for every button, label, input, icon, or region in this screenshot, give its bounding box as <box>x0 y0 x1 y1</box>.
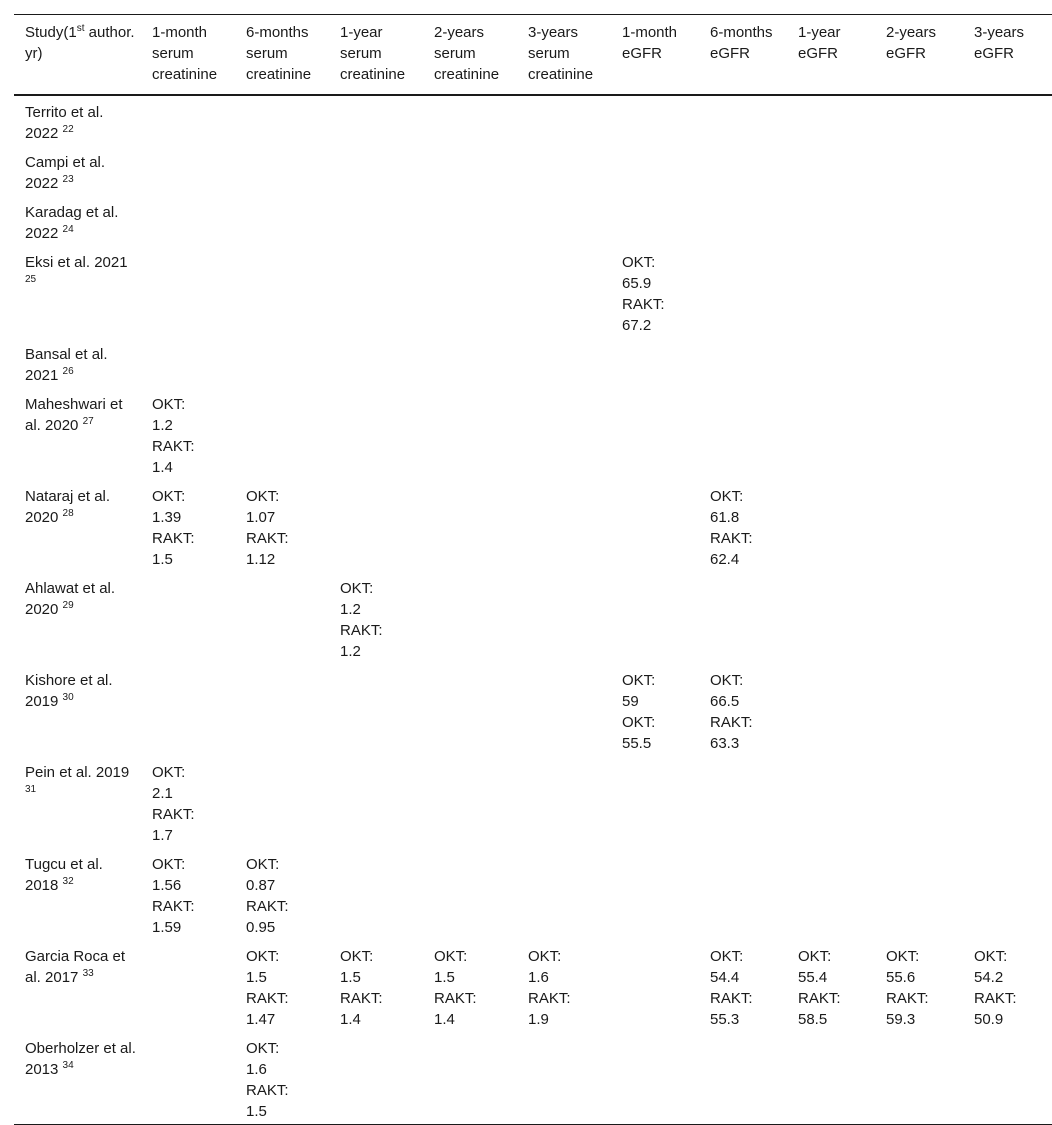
study-cell <box>14 756 141 848</box>
value-cell <box>141 388 235 480</box>
value-cell <box>141 480 235 572</box>
value-cell <box>963 480 1052 572</box>
table-row <box>14 480 1052 572</box>
value-cell <box>787 1032 875 1125</box>
cell-line: OKT: <box>528 948 562 965</box>
study-name: Campi et al. 2022 <box>25 154 106 192</box>
study-cell <box>14 246 141 338</box>
value-cell <box>787 756 875 848</box>
study-cell <box>14 95 141 146</box>
cell-line: OKT: <box>798 948 832 965</box>
cell-line: RAKT: <box>152 530 195 547</box>
cell-line: RAKT: <box>246 990 289 1007</box>
cell-line: OKT: <box>152 856 186 873</box>
cell-line: OKT: <box>246 1040 280 1057</box>
value-cell <box>235 196 329 246</box>
cell-line: OKT: <box>340 948 374 965</box>
value-cell <box>787 480 875 572</box>
cell-line: RAKT: <box>152 806 195 823</box>
value-cell <box>787 388 875 480</box>
value-cell <box>963 940 1052 1032</box>
value-cell <box>611 940 699 1032</box>
cell-line: RAKT: <box>710 530 753 547</box>
value-cell <box>699 246 787 338</box>
cell-line: RAKT: <box>246 1082 289 1099</box>
value-cell <box>699 146 787 196</box>
value-cell <box>963 146 1052 196</box>
cell-line: 0.87 <box>246 877 276 894</box>
cell-line: OKT: <box>246 856 280 873</box>
cell-line: RAKT: <box>886 990 929 1007</box>
value-cell <box>141 756 235 848</box>
study-name: Oberholzer et al. 2013 <box>25 1040 136 1078</box>
value-cell <box>611 338 699 388</box>
cell-line: OKT: <box>710 488 744 505</box>
value-cell <box>699 572 787 664</box>
study-cell <box>14 388 141 480</box>
value-cell <box>611 95 699 146</box>
value-cell <box>235 388 329 480</box>
value-cell <box>235 572 329 664</box>
value-cell <box>517 848 611 940</box>
column-header: 6-months eGFR <box>710 24 773 62</box>
cell-line: RAKT: <box>152 898 195 915</box>
value-cell <box>787 146 875 196</box>
column-header: 2-years serum creatinine <box>434 24 500 83</box>
study-header-post: author. yr) <box>25 24 135 62</box>
cell-line: 1.4 <box>434 1011 455 1028</box>
value-cell <box>963 664 1052 756</box>
value-cell <box>699 1032 787 1125</box>
value-cell <box>611 196 699 246</box>
value-cell <box>141 848 235 940</box>
value-cell <box>235 146 329 196</box>
cell-line: OKT: <box>710 672 744 689</box>
value-cell <box>963 848 1052 940</box>
value-cell <box>963 246 1052 338</box>
results-table <box>14 14 1052 1125</box>
reference-number: 30 <box>62 692 74 703</box>
value-cell <box>141 196 235 246</box>
value-cell <box>517 95 611 146</box>
study-name: Maheshwari et al. 2020 <box>25 396 123 434</box>
table-body <box>14 95 1052 1125</box>
value-cell <box>141 246 235 338</box>
table-row <box>14 95 1052 146</box>
value-cell <box>787 95 875 146</box>
cell-line: OKT: <box>622 714 656 731</box>
cell-line: 1.39 <box>152 509 182 526</box>
value-cell <box>611 146 699 196</box>
study-cell <box>14 1032 141 1125</box>
value-cell <box>699 756 787 848</box>
value-cell <box>517 940 611 1032</box>
study-cell <box>14 338 141 388</box>
cell-line: 1.07 <box>246 509 276 526</box>
cell-line: OKT: <box>246 488 280 505</box>
cell-line: 1.7 <box>152 827 173 844</box>
table-row <box>14 664 1052 756</box>
value-cell <box>423 95 517 146</box>
value-cell <box>611 480 699 572</box>
column-header: 1-month eGFR <box>622 24 678 62</box>
study-cell <box>14 196 141 246</box>
value-cell <box>787 246 875 338</box>
value-cell <box>329 388 423 480</box>
value-cell <box>423 572 517 664</box>
cell-line: 54.4 <box>710 969 740 986</box>
table-row <box>14 246 1052 338</box>
value-cell <box>517 572 611 664</box>
cell-line: RAKT: <box>340 990 383 1007</box>
value-cell <box>329 572 423 664</box>
value-cell <box>875 572 963 664</box>
value-cell <box>963 572 1052 664</box>
reference-number: 34 <box>62 1060 74 1071</box>
value-cell <box>423 146 517 196</box>
value-cell <box>423 664 517 756</box>
cell-line: OKT: <box>340 580 374 597</box>
value-cell <box>235 664 329 756</box>
value-cell <box>611 756 699 848</box>
table-row <box>14 388 1052 480</box>
value-cell <box>423 848 517 940</box>
value-cell <box>611 848 699 940</box>
cell-line: 65.9 <box>622 275 652 292</box>
cell-line: 58.5 <box>798 1011 828 1028</box>
value-cell <box>423 756 517 848</box>
cell-line: OKT: <box>622 254 656 271</box>
cell-line: OKT: <box>246 948 280 965</box>
reference-number: 29 <box>62 600 74 611</box>
cell-line: OKT: <box>152 764 186 781</box>
value-cell <box>517 388 611 480</box>
cell-line: 59 <box>622 693 639 710</box>
reference-number: 23 <box>62 174 74 185</box>
cell-line: 63.3 <box>710 735 740 752</box>
study-name: Garcia Roca et al. 2017 <box>25 948 126 986</box>
value-cell <box>699 388 787 480</box>
cell-line: 0.95 <box>246 919 276 936</box>
value-cell <box>141 146 235 196</box>
value-cell <box>517 480 611 572</box>
cell-line: RAKT: <box>528 990 571 1007</box>
value-cell <box>423 480 517 572</box>
cell-line: OKT: <box>886 948 920 965</box>
column-header-study <box>14 15 141 96</box>
cell-line: OKT: <box>152 488 186 505</box>
value-cell <box>875 756 963 848</box>
cell-line: 1.5 <box>152 551 173 568</box>
value-cell <box>875 940 963 1032</box>
value-cell <box>329 664 423 756</box>
column-header: 1-year serum creatinine <box>340 24 406 83</box>
study-name: Kishore et al. 2019 <box>25 672 113 710</box>
reference-number: 22 <box>62 124 74 135</box>
value-cell <box>787 940 875 1032</box>
cell-line: 1.59 <box>152 919 182 936</box>
cell-line: 1.6 <box>528 969 549 986</box>
cell-line: OKT: <box>152 396 186 413</box>
value-cell <box>875 1032 963 1125</box>
value-cell <box>329 196 423 246</box>
table-row <box>14 940 1052 1032</box>
value-cell <box>517 1032 611 1125</box>
value-cell <box>235 940 329 1032</box>
value-cell <box>611 388 699 480</box>
cell-line: 1.4 <box>152 459 173 476</box>
value-cell <box>235 95 329 146</box>
value-cell <box>787 196 875 246</box>
value-cell <box>875 664 963 756</box>
value-cell <box>235 848 329 940</box>
value-cell <box>963 196 1052 246</box>
study-name: Nataraj et al. 2020 <box>25 488 111 526</box>
table-header <box>14 15 1052 96</box>
cell-line: OKT: <box>434 948 468 965</box>
value-cell <box>699 848 787 940</box>
study-cell <box>14 940 141 1032</box>
value-cell <box>611 246 699 338</box>
cell-line: 55.3 <box>710 1011 740 1028</box>
value-cell <box>875 196 963 246</box>
cell-line: 66.5 <box>710 693 740 710</box>
reference-number: 31 <box>25 784 37 795</box>
cell-line: 1.5 <box>434 969 455 986</box>
value-cell <box>963 1032 1052 1125</box>
table-row <box>14 756 1052 848</box>
cell-line: 55.4 <box>798 969 828 986</box>
reference-number: 33 <box>82 968 94 979</box>
value-cell <box>875 388 963 480</box>
study-name: Ahlawat et al. 2020 <box>25 580 116 618</box>
value-cell <box>329 848 423 940</box>
study-header-sup: st <box>76 23 85 34</box>
table-row <box>14 1032 1052 1125</box>
value-cell <box>423 338 517 388</box>
column-header: 6-months serum creatinine <box>246 24 312 83</box>
cell-line: 59.3 <box>886 1011 916 1028</box>
value-cell <box>329 95 423 146</box>
cell-line: RAKT: <box>798 990 841 1007</box>
value-cell <box>235 756 329 848</box>
cell-line: 55.6 <box>886 969 916 986</box>
value-cell <box>963 756 1052 848</box>
cell-line: 1.6 <box>246 1061 267 1078</box>
study-name: Eksi et al. 2021 <box>25 254 128 271</box>
table-row <box>14 572 1052 664</box>
reference-number: 27 <box>82 416 94 427</box>
reference-number: 32 <box>62 876 74 887</box>
cell-line: RAKT: <box>434 990 477 1007</box>
value-cell <box>875 146 963 196</box>
value-cell <box>787 572 875 664</box>
value-cell <box>787 664 875 756</box>
cell-line: 2.1 <box>152 785 173 802</box>
value-cell <box>141 940 235 1032</box>
value-cell <box>875 246 963 338</box>
value-cell <box>235 246 329 338</box>
cell-line: 1.2 <box>340 601 361 618</box>
value-cell <box>875 848 963 940</box>
value-cell <box>423 1032 517 1125</box>
cell-line: RAKT: <box>710 990 753 1007</box>
study-name: Territo et al. 2022 <box>25 104 104 142</box>
value-cell <box>423 388 517 480</box>
study-cell <box>14 848 141 940</box>
cell-line: RAKT: <box>246 898 289 915</box>
value-cell <box>329 1032 423 1125</box>
value-cell <box>517 664 611 756</box>
cell-line: 62.4 <box>710 551 740 568</box>
value-cell <box>875 338 963 388</box>
value-cell <box>329 756 423 848</box>
study-name: Tugcu et al. 2018 <box>25 856 103 894</box>
value-cell <box>963 338 1052 388</box>
column-header: 3-years serum creatinine <box>528 24 594 83</box>
cell-line: 1.2 <box>152 417 173 434</box>
value-cell <box>517 196 611 246</box>
value-cell <box>699 338 787 388</box>
cell-line: OKT: <box>974 948 1008 965</box>
value-cell <box>699 95 787 146</box>
value-cell <box>963 95 1052 146</box>
cell-line: OKT: <box>710 948 744 965</box>
value-cell <box>699 480 787 572</box>
value-cell <box>787 848 875 940</box>
cell-line: 54.2 <box>974 969 1004 986</box>
value-cell <box>423 940 517 1032</box>
value-cell <box>611 572 699 664</box>
value-cell <box>517 146 611 196</box>
value-cell <box>611 1032 699 1125</box>
value-cell <box>699 940 787 1032</box>
cell-line: 67.2 <box>622 317 652 334</box>
value-cell <box>329 146 423 196</box>
cell-line: 1.5 <box>246 969 267 986</box>
value-cell <box>141 1032 235 1125</box>
cell-line: 1.2 <box>340 643 361 660</box>
column-header: 1-month serum creatinine <box>152 24 218 83</box>
value-cell <box>235 338 329 388</box>
cell-line: RAKT: <box>710 714 753 731</box>
value-cell <box>517 338 611 388</box>
cell-line: RAKT: <box>622 296 665 313</box>
cell-line: OKT: <box>622 672 656 689</box>
study-name: Bansal et al. 2021 <box>25 346 108 384</box>
cell-line: 1.47 <box>246 1011 276 1028</box>
value-cell <box>517 756 611 848</box>
value-cell <box>875 95 963 146</box>
column-header: 1-year eGFR <box>798 24 841 62</box>
study-cell <box>14 480 141 572</box>
table-row <box>14 338 1052 388</box>
column-header: 2-years eGFR <box>886 24 937 62</box>
value-cell <box>611 664 699 756</box>
value-cell <box>963 388 1052 480</box>
study-cell <box>14 664 141 756</box>
table-row <box>14 196 1052 246</box>
value-cell <box>141 572 235 664</box>
header-row <box>14 15 1052 96</box>
cell-line: 1.5 <box>246 1103 267 1120</box>
value-cell <box>699 196 787 246</box>
value-cell <box>329 480 423 572</box>
reference-number: 28 <box>62 508 74 519</box>
cell-line: 50.9 <box>974 1011 1004 1028</box>
reference-number: 24 <box>62 224 74 235</box>
table-row <box>14 146 1052 196</box>
value-cell <box>235 480 329 572</box>
value-cell <box>141 95 235 146</box>
value-cell <box>875 480 963 572</box>
value-cell <box>423 246 517 338</box>
cell-line: RAKT: <box>152 438 195 455</box>
value-cell <box>329 246 423 338</box>
study-cell <box>14 146 141 196</box>
cell-line: 61.8 <box>710 509 740 526</box>
cell-line: 1.9 <box>528 1011 549 1028</box>
cell-line: 1.4 <box>340 1011 361 1028</box>
value-cell <box>423 196 517 246</box>
cell-line: RAKT: <box>340 622 383 639</box>
study-name: Karadag et al. 2022 <box>25 204 119 242</box>
cell-line: 1.12 <box>246 551 276 568</box>
column-header: 3-years eGFR <box>974 24 1025 62</box>
value-cell <box>517 246 611 338</box>
value-cell <box>787 338 875 388</box>
study-header-pre: Study(1 <box>25 24 77 41</box>
reference-number: 26 <box>62 366 74 377</box>
cell-line: 1.56 <box>152 877 182 894</box>
cell-line: RAKT: <box>974 990 1017 1007</box>
cell-line: RAKT: <box>246 530 289 547</box>
value-cell <box>329 338 423 388</box>
reference-number: 25 <box>25 274 37 285</box>
cell-line: 1.5 <box>340 969 361 986</box>
value-cell <box>329 940 423 1032</box>
cell-line: 55.5 <box>622 735 652 752</box>
table-row <box>14 848 1052 940</box>
value-cell <box>141 338 235 388</box>
value-cell <box>699 664 787 756</box>
study-name: Pein et al. 2019 <box>25 764 130 781</box>
value-cell <box>235 1032 329 1125</box>
value-cell <box>141 664 235 756</box>
study-cell <box>14 572 141 664</box>
